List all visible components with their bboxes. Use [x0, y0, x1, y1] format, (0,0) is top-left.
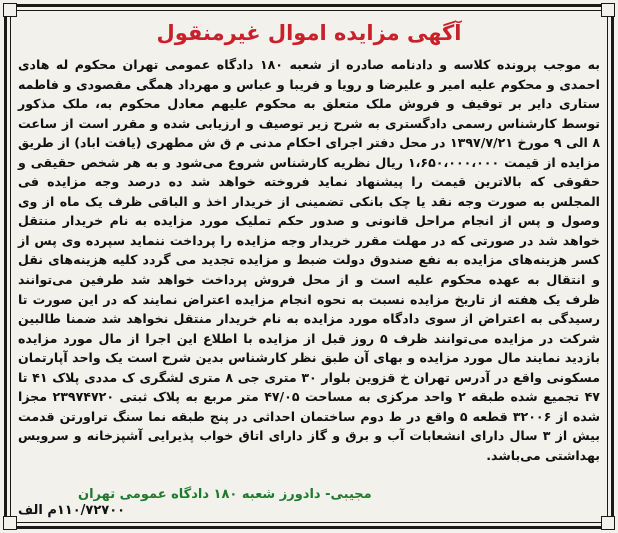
signature: مجیبی- دادورز شعبه ۱۸۰ دادگاه عمومی تهران [78, 487, 372, 502]
corner-ornament [601, 516, 615, 530]
reference-code: ۱۱۰/۷۲۷۰۰م الف [18, 503, 126, 518]
notice-footer [18, 489, 600, 523]
corner-ornament [601, 3, 615, 17]
notice-body: به موجب پرونده کلاسه و دادنامه صادره از شعبه ۱۸۰ دادگاه عمومی تهران محکوم له هادی احمدی و محکوم علیه امیر و علیرضا و رویا و فریبا و عباس و مهرداد همگی مقصودی و فاطمه ستاری دایر بر توقیف و فروش ملک متعلق به محکوم علیهم معادل محکوم به، ملک مذکور توسط کارشناس رسمی دادگستری به شرح زیر توصیف و ارزیابی شده و مقرر است از ساعت ۸ الی ۹ مورخ ۱۳۹۷/۷/۲۱ در محل دفتر اجرای احکام مدنی م ق ش مطهری (یافت اباد) از طریق مزایده از قیمت ۱،۶۵۰،۰۰۰،۰۰۰ ریال نظریه کارشناس شروع می‌شود و به هر شخص حقیقی و حقوقی که بالاترین قیمت را پیشنهاد نماید فروخته خواهد شد ده درصد وجه مزایده فی المجلس به صورت وجه نقد یا چک بانکی تضمینی از خریدار اخذ و الباقی ظرف یک ماه از وی وصول و پس از انجام مراحل قانونی و صدور حکم تملیک مورد مزایده به نام خریدار منتقل خواهد شد در صورتی که در مهلت مقرر خریدار وجه مزایده را پرداخت ننماید سپرده وی پس از کسر هزینه‌های مزایده به نفع صندوق دولت ضبط و مزایده تجدید می گردد کلیه هزینه‌های نقل و انتقال به عهده محکوم علیه است و از محل فروش پرداخت خواهد شد طرفین می‌توانند ظرف یک هفته از تاریخ مزایده نسبت به نحوه انجام مزایده اعتراض نمایند که در این صورت تا رسیدگی به اعتراض از سوی دادگاه مورد مزایده به نام خریدار منتقل نخواهد شد ضمنا طالبین شرکت در مزایده می‌توانند ظرف ۵ روز قبل از مزایده با اطلاع این اجرا از مال مورد مزایده بازدید نمایند مال مورد مزایده و بهای آن طبق نظر کارشناس بدین شرح است یک واحد آپارتمان مسکونی واقع در آدرس تهران خ قزوین بلوار ۳۰ متری جی ۸ متری لشگری ک مددی پلاک ۴۱ تا ۴۷ تجمیع شده طبقه ۲ واحد مرکزی به مساحت ۴۷/۰۵ متر مربع به پلاک ثبتی ۲۳۹۷۴۷۲۰ مجزا شده از ۳۲۰۰۶ قطعه ۵ واقع در ط دوم ساختمان احداثی در پنج طبقه نما سنگ تراورتن قدمت بیش از ۳ سال دارای انشعابات آب و برق و گاز دارای اتاق خواب پذیرایی آشپزخانه و سرویس بهداشتی می‌باشد. [18, 57, 600, 463]
notice-title: آگهی مزایده اموال غیرمنقول [156, 21, 462, 45]
corner-ornament [3, 516, 17, 530]
corner-ornament [3, 3, 17, 17]
